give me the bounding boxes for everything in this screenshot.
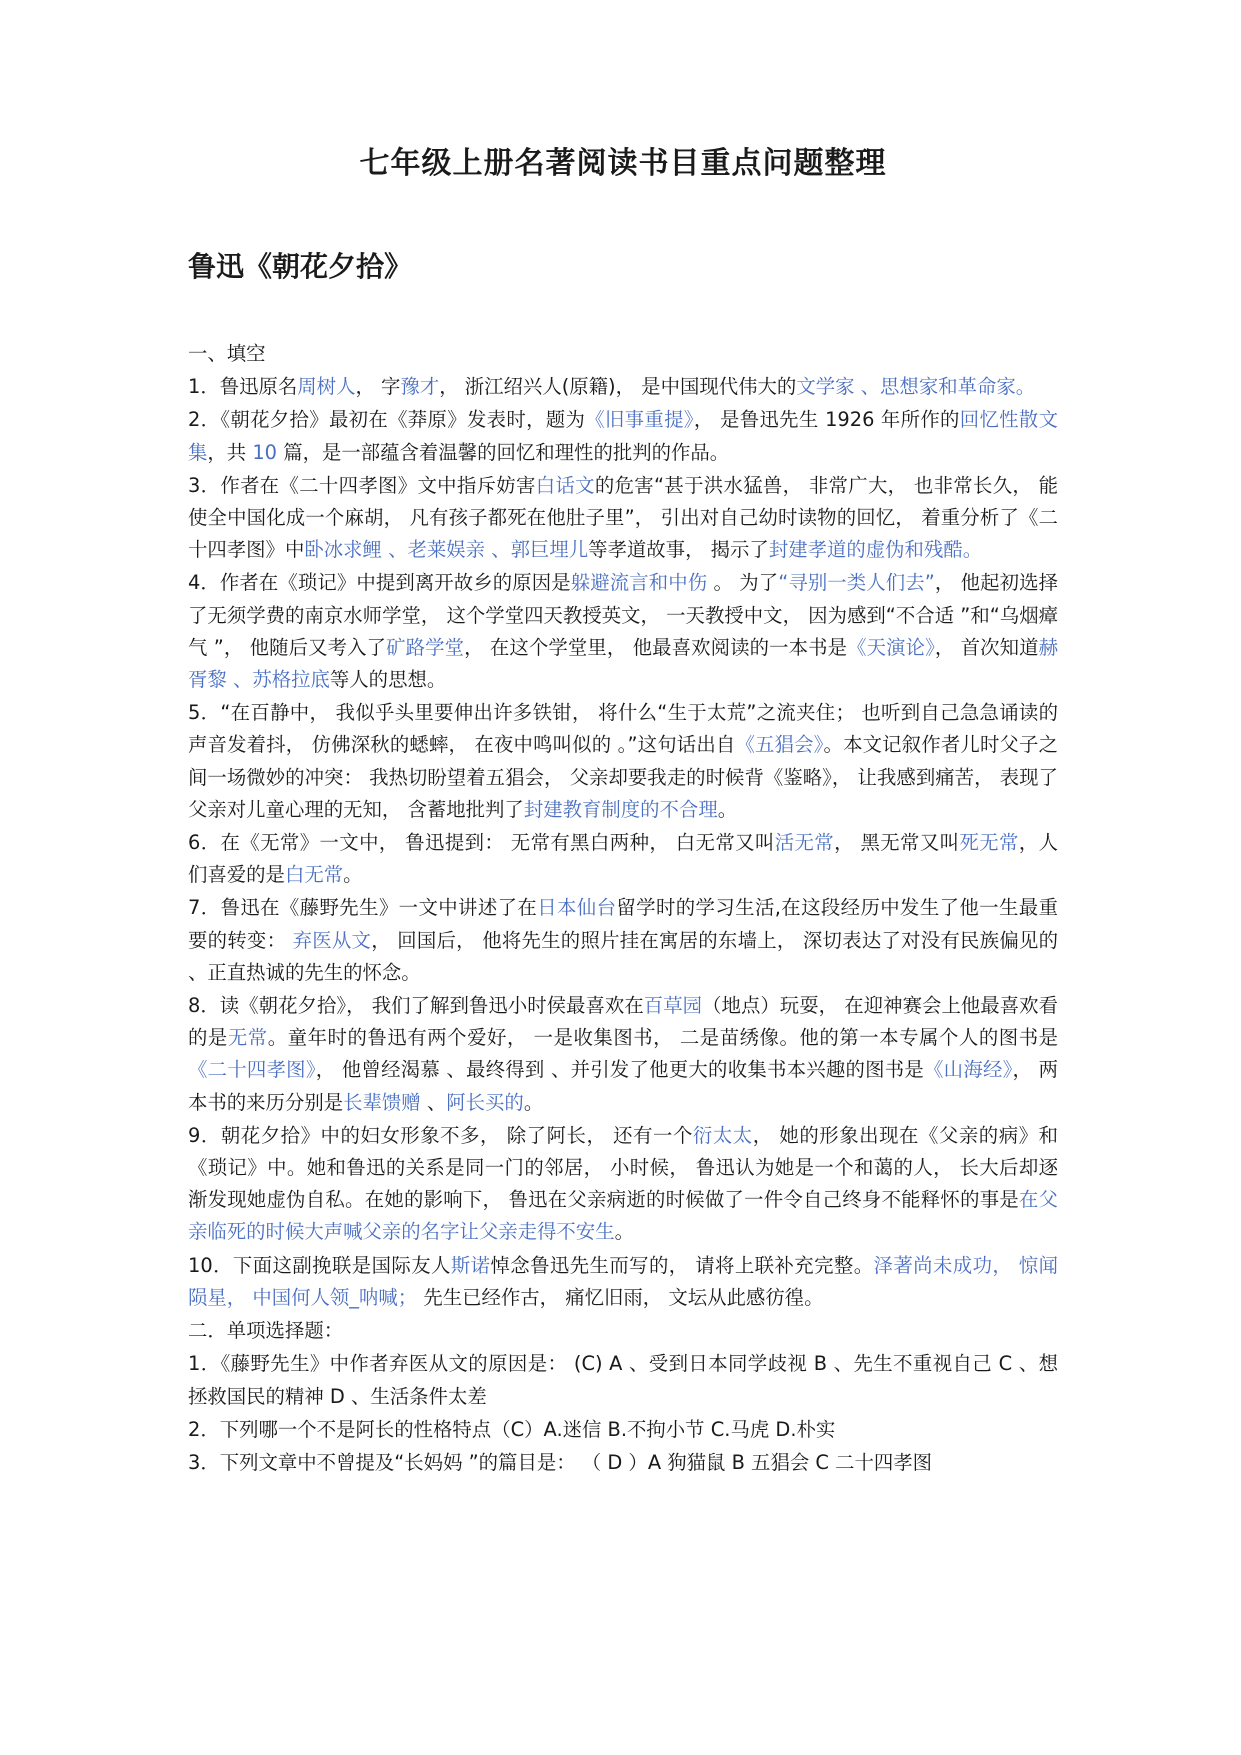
question-text: 一、填空 — [188, 342, 266, 365]
question-text: 二．单项选择题： — [188, 1319, 344, 1343]
question-text: 7．鲁迅在《藤野先生》一文中讲述了在 — [188, 896, 538, 920]
question-paragraph — [188, 1120, 1058, 1249]
answer-text: 《旧事重提》 — [585, 408, 694, 432]
answer-text: 日本仙台 — [537, 896, 617, 920]
question-text: 。 为了 — [707, 571, 779, 595]
document-body — [188, 338, 1058, 1480]
answer-text: 无常 — [227, 1026, 268, 1050]
answer-text: 弃医从文 — [292, 928, 372, 952]
question-text: ， 是鲁迅先生 1926 年所作的 — [693, 408, 960, 432]
question-text: 等人的思想。 — [329, 668, 447, 692]
question-text: 3．作者在《二十四孝图》文中指斥妨害 — [188, 473, 536, 497]
answer-text: 躲避流言和中伤 — [570, 571, 708, 595]
section-heading-choice — [188, 1315, 1058, 1347]
section-heading-fill-blank — [188, 338, 1058, 370]
question-text: 8．读《朝花夕拾》， 我们了解到鲁迅小时侯最喜欢在 — [188, 994, 644, 1018]
question-paragraph — [188, 892, 1058, 989]
answer-text: 活无常 — [774, 831, 835, 855]
document-title: 七年级上册名著阅读书目重点问题整理 — [359, 146, 887, 181]
question-text: 5．“在百静中， 我似乎头里要伸出许多铁钳， 将什么“生于太荒”之流夹住； 也听到自己急急诵读的声音发着抖， 仿佛深秋的蟋蟀， 在夜中鸣叫似的 。”这句话出自 — [188, 701, 1058, 757]
answer-text: 斯诺 — [450, 1253, 491, 1277]
question-text: 3．下列文章中不曾提及“长妈妈 ”的篇目是： （ D ）A 狗猫鼠 B 五猖会 C 二十四孝图 — [188, 1450, 933, 1474]
question-paragraph — [188, 371, 1058, 403]
question-paragraph — [188, 404, 1058, 468]
question-text: 1．鲁迅原名 — [188, 375, 298, 399]
question-text: 的危害“甚于洪水猛兽， 非常广大， 也非常长久， 能使全中国化成一个麻胡， 凡有孩子都死在他肚子里”， 引出对自己幼时读物的回忆， 着重分析了《二十四孝图》中 — [188, 473, 1058, 562]
answer-text: 卧冰求鲤 、老莱娱亲 、郭巨埋儿 — [304, 538, 589, 562]
answer-text: 衍太太 — [692, 1123, 753, 1147]
question-text: 、 — [420, 1090, 447, 1114]
answer-text: 白无常 — [284, 863, 344, 887]
question-text: ， 黑无常又叫 — [834, 831, 960, 855]
answer-text: 矿路学堂 — [386, 635, 465, 659]
answer-text: 白话文 — [535, 473, 595, 497]
question-paragraph — [188, 827, 1058, 891]
answer-text: 10 — [252, 440, 278, 464]
question-text: 留学时的学习生活,在这段经历中发生了他一生最重要的转变： — [188, 896, 1058, 952]
question-text: 。 — [523, 1090, 544, 1114]
question-text: ， 他起初选择了无须学费的南京水师学堂， 这个学堂四天教授英文， 一天教授中文， 因为感到“不合适 ”和“乌烟瘴气 ”， 他随后又考入了 — [188, 571, 1059, 659]
answer-text: 《五猖会》 — [735, 733, 824, 757]
answer-text: “寻别一类人们去” — [778, 571, 935, 595]
question-text: 4．作者在《琐记》中提到离开故乡的原因是 — [188, 571, 571, 595]
answer-text: 百草园 — [643, 994, 703, 1018]
question-paragraph — [188, 1447, 1058, 1479]
question-text: 。本文记叙作者儿时父子之间一场微妙的冲突： 我热切盼望着五猖会， 父亲却要我走的时候背《鉴略》， 让我感到痛苦， 表现了父亲对儿童心理的无知， 含蓄地批判了 — [188, 733, 1058, 821]
question-text: 2．《朝花夕拾》最初在《莽原》发表时，题为 — [188, 408, 586, 432]
question-text: 悼念鲁迅先生而写的， 请将上联补充完整。 — [490, 1253, 874, 1277]
answer-text: 豫才 — [400, 375, 440, 399]
question-text: 2．下列哪一个不是阿长的性格特点（C）A.迷信 B.不拘小节 C.马虎 D.朴实 — [188, 1417, 836, 1441]
question-paragraph — [188, 470, 1058, 567]
question-text: ， 他曾经渴慕 、最终得到 、并引发了他更大的收集书本兴趣的图书是 — [315, 1058, 925, 1082]
question-text: ， 回国后， 他将先生的照片挂在寓居的东墙上， 深切表达了对没有民族偏见的 、正直热诚的先生的怀念。 — [188, 928, 1058, 984]
question-text: 1．《藤野先生》中作者弃医从文的原因是： (C) A 、受到日本同学歧视 B 、先生不重视自己 C 、想拯救国民的精神 D 、生活条件太差 — [188, 1352, 1058, 1408]
answer-text: 阿长买的 — [446, 1090, 524, 1114]
question-text: 10．下面这副挽联是国际友人 — [188, 1253, 451, 1277]
question-paragraph — [188, 567, 1058, 696]
question-text: ，共 — [207, 440, 253, 464]
answer-text: 赫胥黎 、苏格拉底 — [188, 635, 1059, 692]
question-paragraph — [188, 1414, 1058, 1446]
question-paragraph — [188, 1348, 1058, 1412]
answer-text: 死无常 — [959, 831, 1019, 855]
answer-text: 封建教育制度的不合理 — [523, 797, 718, 821]
answer-text: 封建孝道的虚伪和残酷。 — [768, 538, 983, 562]
question-text: ， 她的形象出现在《父亲的病》和《琐记》中。她和鲁迅的关系是同一门的邻居， 小时候， 鲁迅认为她是一个和蔼的人， 长大后却逐渐发现她虚伪自私。在她的影响下， 鲁迅在父亲病逝的时候做了一件令自己终身不能释怀的事是 — [188, 1123, 1058, 1212]
question-text: 。 — [343, 863, 363, 887]
question-text: 9．朝花夕拾》中的妇女形象不多， 除了阿长， 还有一个 — [188, 1123, 693, 1147]
answer-text: 《天演论》 — [847, 635, 935, 659]
question-text: ， 在这个学堂里， 他最喜欢阅读的一本书是 — [464, 635, 848, 659]
question-text: ，人们喜爱的是 — [188, 831, 1059, 887]
question-paragraph — [188, 697, 1058, 826]
question-paragraph — [188, 1250, 1058, 1314]
answer-text: 《二十四孝图》 — [188, 1058, 316, 1082]
answer-text: 泽著尚未成功， 惊闻陨星， 中国何人领_呐喊； — [188, 1253, 1058, 1309]
question-text: 。童年时的鲁迅有两个爱好， 一是收集图书， 二是苗绣像。他的第一本专属个人的图书是 — [267, 1026, 1059, 1050]
question-text: ， 字 — [355, 375, 401, 399]
answer-text: 《山海经》 — [924, 1058, 1013, 1082]
question-paragraph — [188, 990, 1058, 1119]
question-text: 先生已经作古， 痛忆旧雨， 文坛从此感彷徨。 — [417, 1285, 824, 1309]
answer-text: 文学家 、思想家和革命家。 — [796, 375, 1036, 399]
answer-text: 回忆性散文集 — [188, 408, 1058, 464]
question-text: ， 两本书的来历分别是 — [188, 1058, 1058, 1114]
question-text: 。 — [614, 1220, 634, 1244]
question-text: 等孝道故事， 揭示了 — [588, 538, 769, 562]
section-title: 鲁迅《朝花夕拾》 — [188, 250, 413, 283]
question-text: ， 浙江绍兴人(原籍)， 是中国现代伟大的 — [439, 375, 797, 399]
question-text: （地点）玩耍， 在迎神赛会上他最喜欢看的是 — [188, 994, 1058, 1050]
answer-text: 在父亲临死的时候大声喊父亲的名字让父亲走得不安生 — [188, 1188, 1058, 1244]
answer-text: 长辈馈赠 — [343, 1090, 421, 1114]
question-text: 篇，是一部蕴含着温馨的回忆和理性的批判的作品。 — [277, 440, 730, 464]
question-text: ， 首次知道 — [934, 635, 1039, 659]
question-text: 。 — [717, 797, 738, 821]
answer-text: 周树人 — [297, 375, 356, 399]
question-text: 6．在《无常》一文中， 鲁迅提到： 无常有黑白两种， 白无常又叫 — [188, 831, 775, 855]
